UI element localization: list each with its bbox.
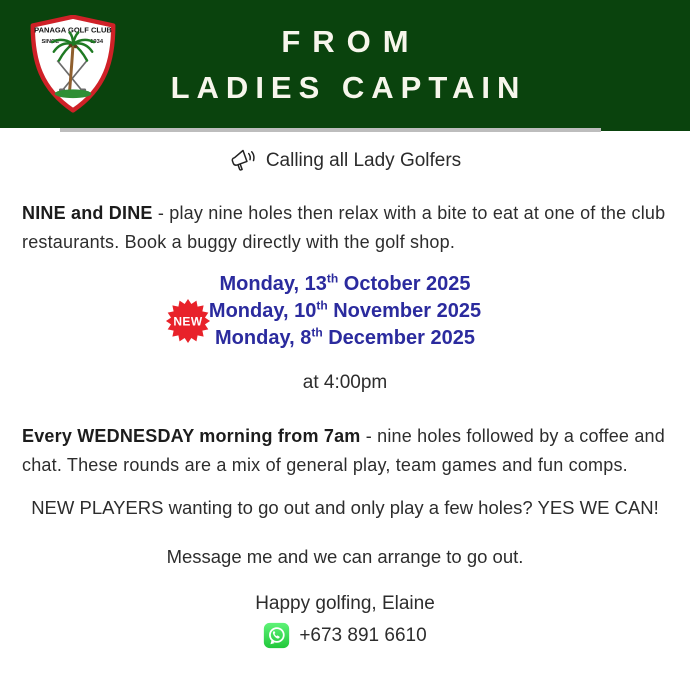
- message-line: Message me and we can arrange to go out.: [166, 546, 524, 567]
- new-badge-label: NEW: [173, 314, 203, 329]
- wednesday-separator: -: [360, 426, 378, 446]
- calling-all-golfers-line: [0, 147, 690, 175]
- signoff-line: Happy golfing, Elaine: [255, 593, 435, 614]
- logo-club-name: PANAGA GOLF CLUB: [34, 25, 112, 35]
- event-date-december: Monday, 8th December 2025: [215, 325, 475, 349]
- title-line-2: LADIES CAPTAIN: [170, 70, 527, 105]
- wednesday-body: nine holes followed by a coffee and chat. These rounds are a mix of general play, team games and fun comps.: [22, 426, 665, 475]
- nine-and-dine-paragraph: [22, 199, 668, 257]
- wednesday-paragraph: [22, 422, 668, 480]
- event-time-line: at 4:00pm: [302, 372, 388, 393]
- header-edge-notch: [601, 128, 690, 131]
- event-dates-block: [0, 271, 690, 352]
- header-banner: [0, 0, 690, 128]
- nine-and-dine-body: play nine holes then relax with a bite to eat at one of the club restaurants. Book a buggy directly with the golf shop.: [22, 203, 666, 252]
- phone-number: +673 891 6610: [299, 624, 427, 646]
- nine-and-dine-lead: NINE and DINE: [22, 203, 153, 223]
- new-players-line: NEW PLAYERS wanting to go out and only play a few holes? YES WE CAN!: [31, 497, 659, 518]
- logo-year: 1934: [90, 39, 104, 45]
- title-line-1: FROM: [281, 24, 421, 59]
- panaga-golf-club-logo: [25, 15, 121, 113]
- whatsapp-icon: [263, 622, 290, 649]
- whatsapp-contact-row: [0, 622, 690, 649]
- nine-and-dine-separator: -: [152, 203, 170, 223]
- wednesday-lead: Every WEDNESDAY morning from 7am: [22, 426, 361, 446]
- calling-line-text: Calling all Lady Golfers: [265, 150, 462, 171]
- flyer-content: [0, 132, 690, 649]
- logo-since-label: SINCE: [41, 39, 60, 45]
- event-date-october: Monday, 13th October 2025: [219, 271, 471, 295]
- megaphone-icon: [229, 147, 257, 175]
- new-badge: [165, 298, 211, 344]
- event-date-november: Monday, 10th November 2025: [208, 298, 482, 322]
